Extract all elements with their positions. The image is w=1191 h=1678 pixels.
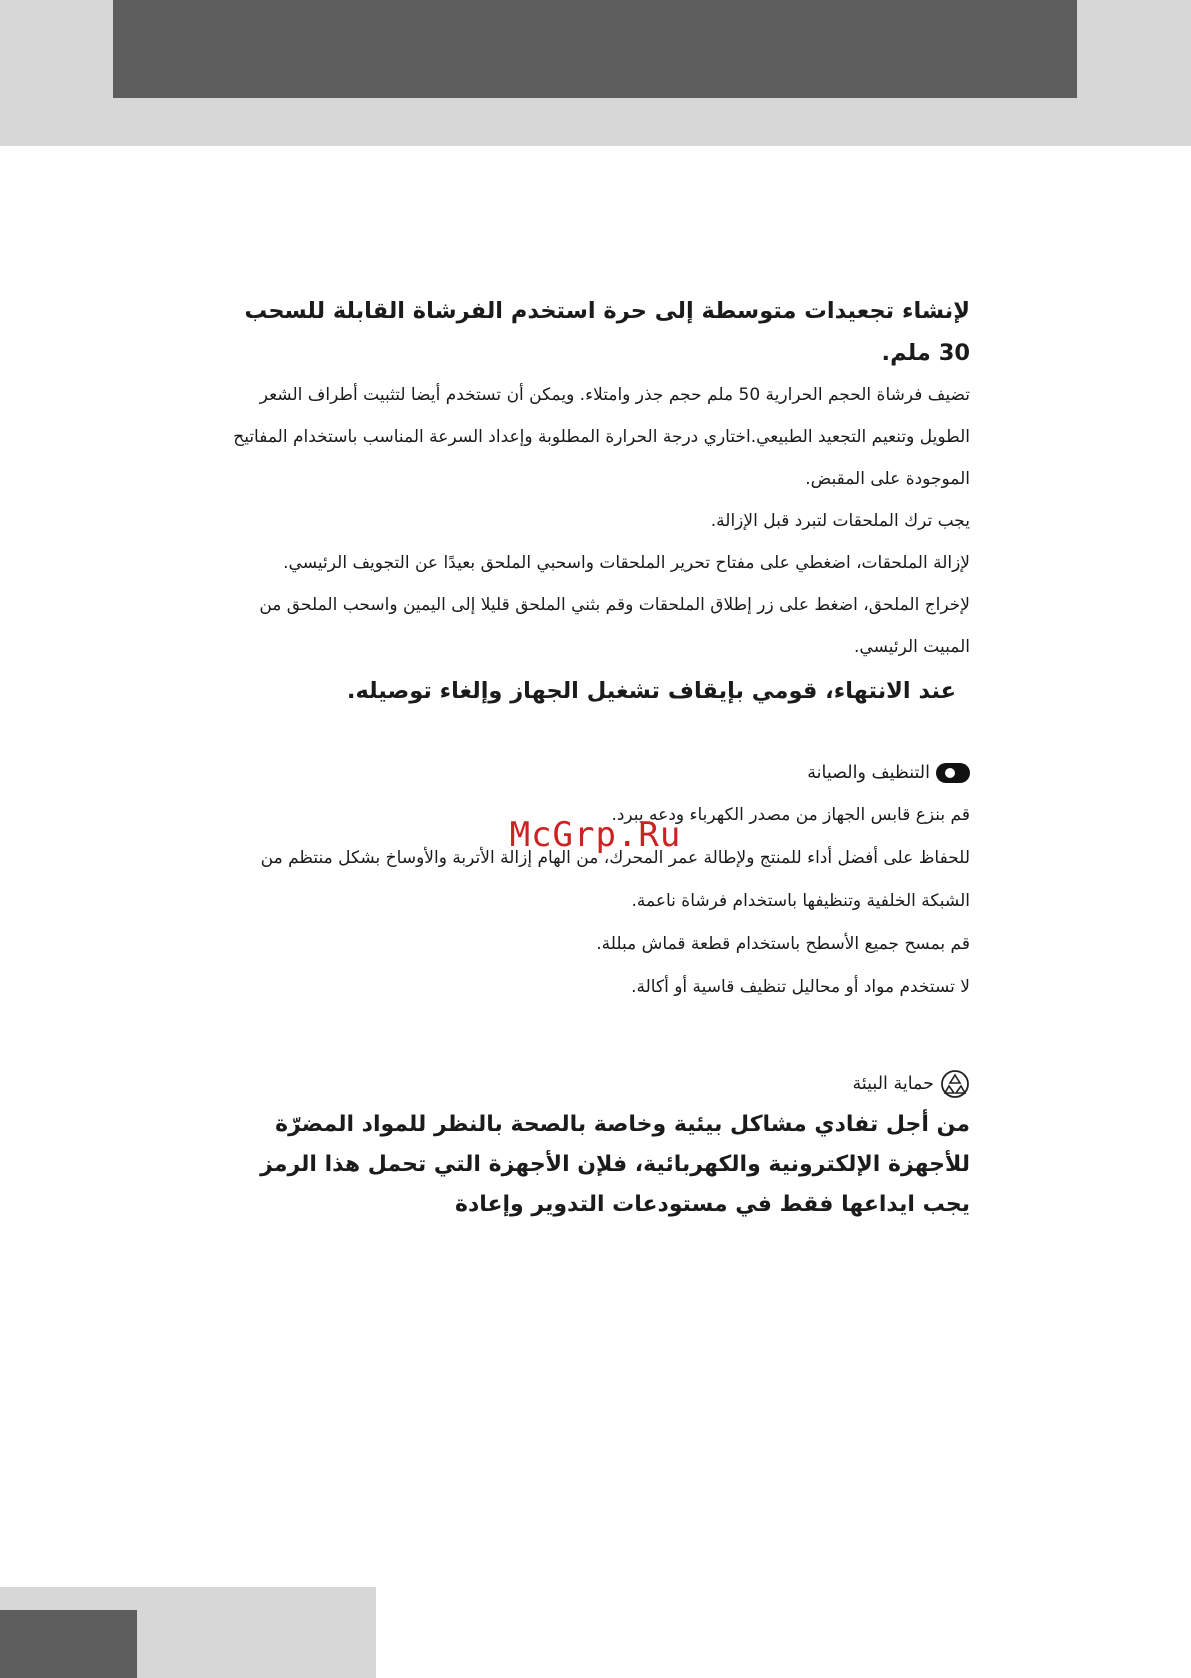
styling-paragraph-4: لإخراج الملحق، اضغط على زر إطلاق الملحقات وقم بثني الملحق قليلا إلى اليمين واسحب الملحق من المبيت الرئيسي.	[259, 595, 970, 657]
eye-bullet-icon	[936, 763, 970, 783]
cleaning-item-4: لا تستخدم مواد أو محاليل تنظيف قاسية أو أكالة.	[631, 977, 970, 997]
styling-heading-line2: 30 ملم.	[881, 340, 970, 366]
footer-page-tab	[0, 1610, 137, 1678]
cleaning-item-3: قم بمسح جميع الأسطح باستخدام قطعة قماش مبللة.	[596, 934, 970, 954]
styling-heading-line1: لإنشاء تجعيدات متوسطة إلى حرة استخدم الفرشاة القابلة للسحب	[244, 298, 970, 324]
cleaning-item-2: للحفاظ على أفضل أداء للمنتج ولإطالة عمر المحرك، من الهام إزالة الأتربة والأوساخ بشكل منتظم من الشبكة الخلفية وتنظيفها باستخدام فرشاة ناعمة.	[260, 848, 970, 911]
cleaning-item-1: قم بنزع قابس الجهاز من مصدر الكهرباء ودعه يبرد.	[611, 805, 970, 825]
recycle-icon	[940, 1069, 970, 1099]
styling-closing-instruction: عند الانتهاء، قومي بإيقاف تشغيل الجهاز وإلغاء توصيله.	[346, 678, 956, 704]
cleaning-title: التنظيف والصيانة	[807, 763, 930, 783]
styling-paragraph-3: لإزالة الملحقات، اضغطي على مفتاح تحرير الملحقات واسحبي الملحق بعيدًا عن التجويف الرئيسي.	[283, 553, 970, 573]
environment-heading	[232, 1067, 970, 1101]
header-bar	[113, 0, 1077, 98]
cleaning-heading	[232, 756, 970, 790]
environment-text: من أجل تفادي مشاكل بيئية وخاصة بالصحة بالنظر للمواد المضرّة للأجهزة الإلكترونية والكهربائية، فلإن الأجهزة التي تحمل هذا الرمز يجب ايداعها فقط في مستودعات التدوير وإعادة	[260, 1112, 970, 1217]
environment-text-block	[232, 1105, 970, 1225]
watermark: McGrp.Ru	[509, 815, 682, 855]
styling-paragraph-1: تضيف فرشاة الحجم الحرارية 50 ملم حجم جذر وامتلاء. ويمكن أن تستخدم أيضا لتثبيت أطراف الشعر الطويل وتنعيم التجعيد الطبيعي.اختاري درجة الحرارة المطلوبة وإعداد السرعة المناسب باستخدام المفاتيح الموجودة على المقبض.	[233, 385, 970, 489]
styling-paragraph-2: يجب ترك الملحقات لتبرد قبل الإزالة.	[710, 511, 970, 531]
page-content	[232, 290, 970, 1225]
environment-title: حماية البيئة	[852, 1074, 934, 1094]
